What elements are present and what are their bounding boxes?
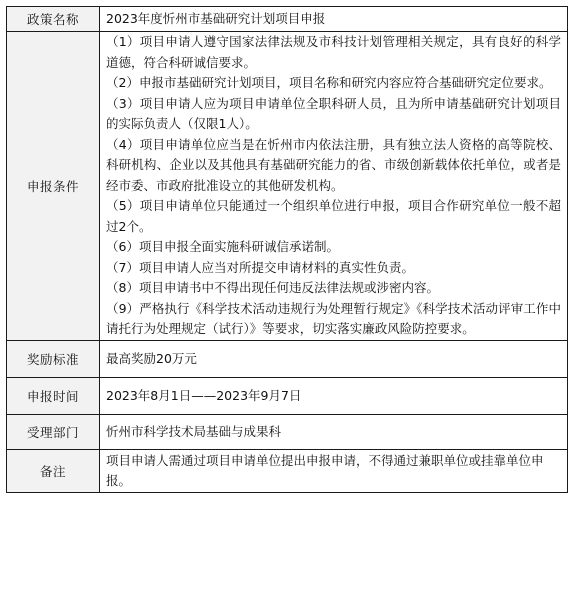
condition-item: （2）申报市基础研究计划项目，项目名称和研究内容应符合基础研究定位要求。: [106, 75, 552, 90]
condition-item: （1）项目申请人遵守国家法律法规及市科技计划管理相关规定，具有良好的科学道德，符合科研诚信要求。: [106, 34, 561, 70]
note-value: 项目申请人需通过项目申请单位提出申报申请，不得通过兼职单位或挂靠单位申报。: [100, 449, 568, 492]
reward-value: 最高奖励20万元: [100, 340, 568, 377]
conditions-label: 申报条件: [7, 32, 100, 341]
time-row: [7, 377, 568, 414]
reward-label: 奖励标准: [7, 340, 100, 377]
policy-name-row: [7, 7, 568, 32]
policy-table: [6, 6, 568, 493]
condition-item: （7）项目申请人应当对所提交申请材料的真实性负责。: [106, 259, 414, 275]
time-value: 2023年8月1日——2023年9月7日: [100, 377, 568, 414]
condition-item: （9）严格执行《科学技术活动违规行为处理暂行规定》《科学技术活动评审工作中请托行为处理规定（试行）》等要求，切实落实廉政风险防控要求。: [106, 300, 561, 336]
note-label: 备注: [7, 449, 100, 492]
department-label: 受理部门: [7, 414, 100, 449]
condition-item: （4）项目申请单位应当是在忻州市内依法注册，具有独立法人资格的高等院校、科研机构、企业以及其他具有基础研究能力的省、市级创新载体依托单位，或者是经市委、市政府批准设立的其他研发机构。: [106, 136, 561, 193]
condition-item: （8）项目申请书中不得出现任何违反法律法规或涉密内容。: [106, 280, 439, 295]
condition-item: （3）项目申请人应为项目申请单位全职科研人员，且为所申请基础研究计划项目的实际负责人（仅限1人）。: [106, 95, 561, 131]
department-row: [7, 414, 568, 449]
policy-name-value: 2023年度忻州市基础研究计划项目申报: [100, 7, 568, 32]
policy-name-label: 政策名称: [7, 7, 100, 32]
condition-item: （5）项目申请单位只能通过一个组织单位进行申报，项目合作研究单位一般不超过2个。: [106, 198, 561, 234]
department-value: 忻州市科学技术局基础与成果科: [100, 414, 568, 449]
reward-row: [7, 340, 568, 377]
condition-item: （6）项目申报全面实施科研诚信承诺制。: [106, 239, 339, 254]
conditions-list: [100, 32, 568, 341]
time-label: 申报时间: [7, 377, 100, 414]
note-row: [7, 449, 568, 492]
conditions-row: [7, 32, 568, 341]
